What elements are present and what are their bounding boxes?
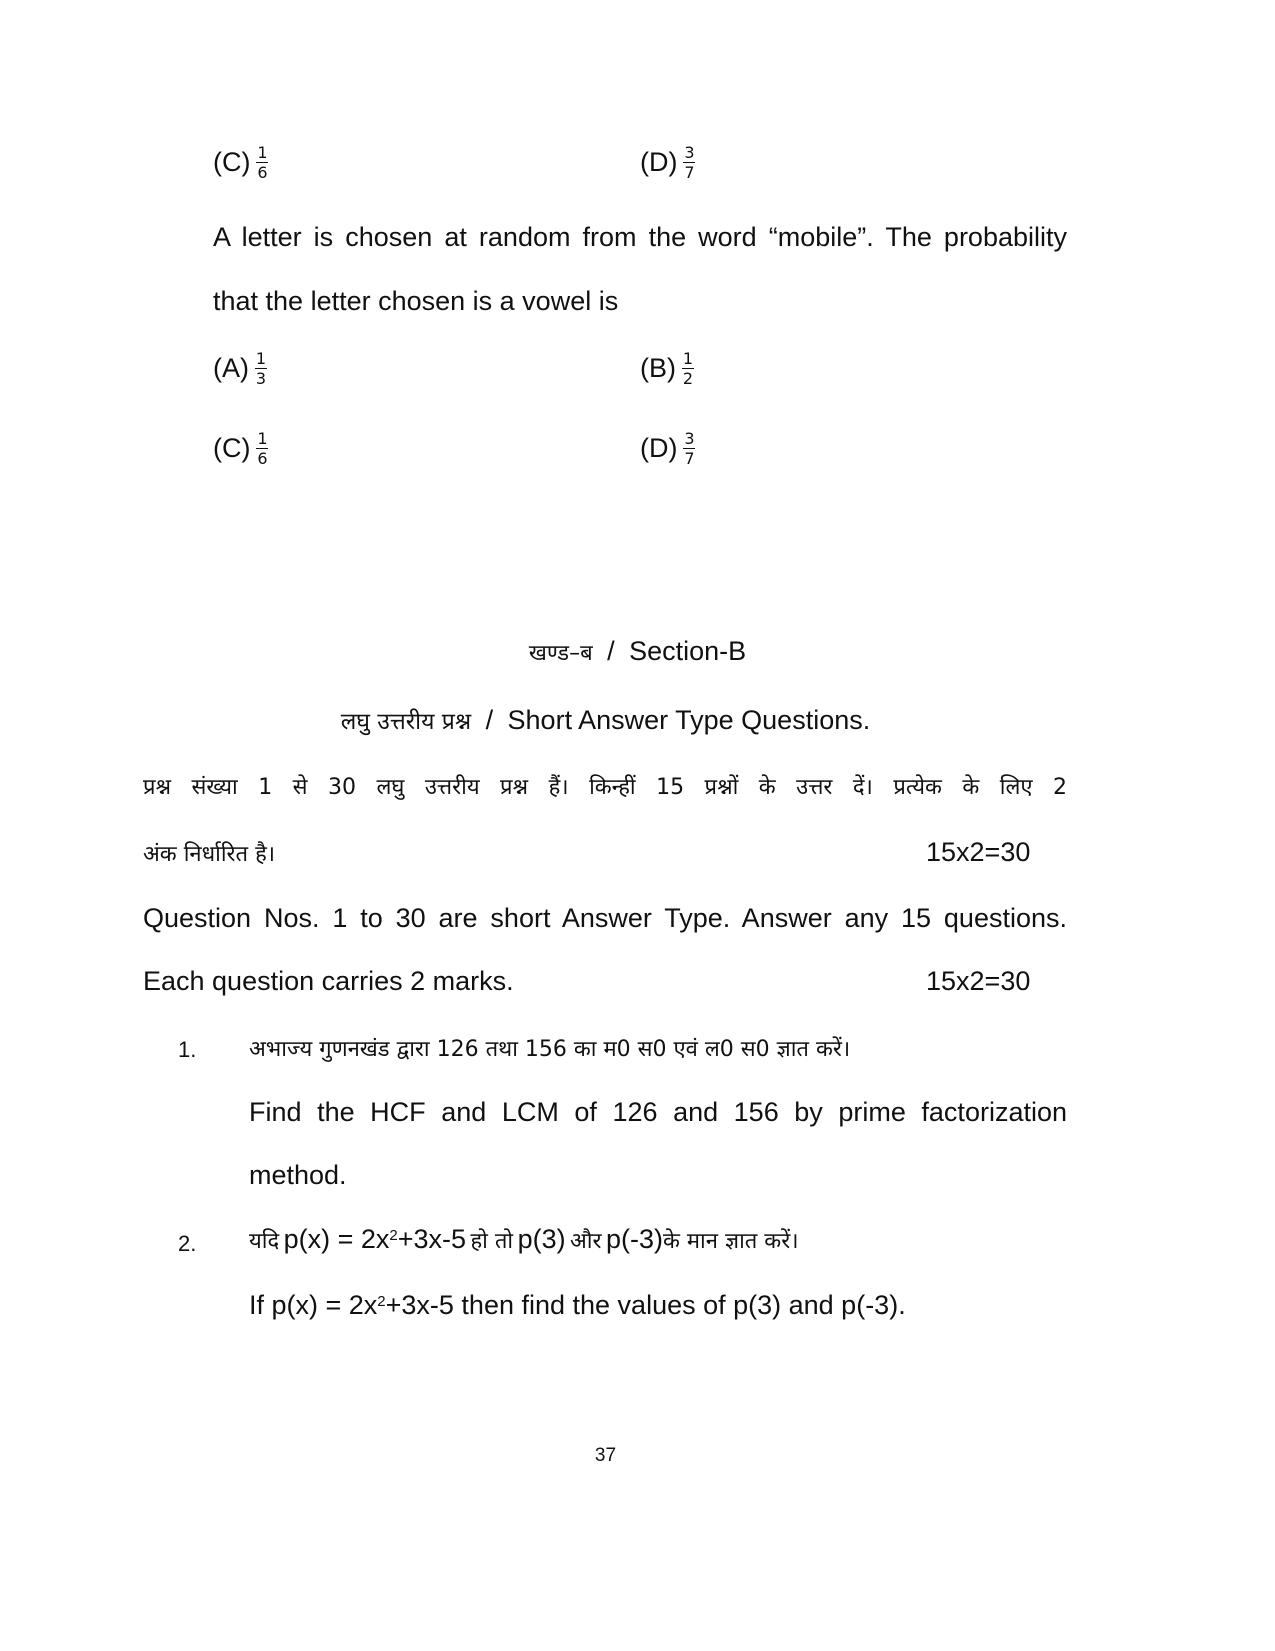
numerator: 3 (684, 429, 695, 448)
fraction (255, 350, 267, 387)
fraction (683, 144, 695, 181)
option-label: (A) (213, 353, 249, 383)
denominator: 2 (682, 369, 694, 388)
section-heading (0, 636, 1275, 667)
hindi-text: और (570, 1229, 602, 1254)
math-expression: p(-3) (606, 1224, 664, 1254)
option-label: (C) (213, 433, 251, 463)
numerator: 1 (257, 143, 268, 162)
marks-line1: 15x2=30 (926, 837, 1031, 867)
question-number: 2. (178, 1231, 197, 1256)
numerator: 1 (257, 429, 268, 448)
numerator: 1 (682, 349, 694, 368)
denominator: 7 (684, 449, 695, 468)
superscript: 2 (377, 1292, 386, 1310)
question-number: 1. (178, 1037, 197, 1062)
fraction (682, 350, 694, 387)
option-label: (B) (640, 353, 676, 383)
question-2-english (249, 1290, 906, 1321)
section-subheading (0, 704, 1211, 736)
question-mobile-line1: A letter is chosen at random from the word “mobile”. The probability (213, 222, 1067, 252)
fraction (683, 430, 695, 467)
numerator: 3 (684, 143, 695, 162)
instruction-english-line2: Each question carries 2 marks. (143, 966, 514, 996)
english-text: If p(x) = 2x (249, 1290, 378, 1320)
hindi-text: यदि (249, 1229, 280, 1254)
option-d-top (640, 144, 695, 181)
subheading-english: Short Answer Type Questions. (507, 705, 871, 735)
subheading-hindi: लघु उत्तरीय प्रश्न (340, 709, 472, 735)
option-a (213, 350, 267, 387)
math-expression: +3x-5 (397, 1224, 467, 1254)
hindi-text: के मान ज्ञात करें। (663, 1229, 799, 1254)
numerator: 1 (255, 349, 267, 368)
option-c (213, 430, 268, 467)
option-label: (C) (213, 147, 251, 177)
page-number: 37 (594, 1445, 617, 1466)
option-label: (D) (640, 147, 678, 177)
superscript: 2 (389, 1226, 398, 1244)
question-mobile-line2: that the letter chosen is a vowel is (213, 286, 619, 316)
denominator: 6 (257, 449, 268, 468)
denominator: 6 (257, 163, 268, 182)
fraction (256, 144, 268, 181)
math-expression: p(3) (517, 1224, 566, 1254)
section-title-english: Section-B (629, 636, 747, 666)
instruction-hindi-line2: अंक निर्धारित है। (143, 842, 276, 867)
fraction (256, 430, 268, 467)
instruction-english-line1: Question Nos. 1 to 30 are short Answer Type. Answer any 15 questions. (143, 903, 1067, 933)
option-d (640, 430, 695, 467)
hindi-text: हो तो (470, 1229, 514, 1254)
question-1-hindi: अभाज्य गुणनखंड द्वारा 126 तथा 156 का म0 स0 एवं ल0 स0 ज्ञात करें। (249, 1037, 851, 1062)
question-1-english-line1: Find the HCF and LCM of 126 and 156 by prime factorization (249, 1097, 1067, 1127)
option-label: (D) (640, 433, 678, 463)
denominator: 3 (255, 369, 267, 388)
question-1-english-line2: method. (249, 1160, 347, 1190)
separator: / (607, 636, 615, 666)
instruction-hindi-line1: प्रश्न संख्या 1 से 30 लघु उत्तरीय प्रश्न हैं। किन्हीं 15 प्रश्नों के उत्तर दें। प्रत्येक के लिए 2 (143, 775, 1067, 800)
option-b (640, 350, 694, 387)
question-2-hindi (249, 1224, 799, 1255)
marks-line2: 15x2=30 (926, 966, 1031, 996)
denominator: 7 (684, 163, 695, 182)
section-title-hindi: खण्ड–ब (528, 641, 593, 666)
separator: / (485, 705, 494, 735)
math-expression: p(x) = 2x (283, 1224, 390, 1254)
option-c-top (213, 144, 268, 181)
english-text: +3x-5 then find the values of p(3) and p(-3). (385, 1290, 906, 1320)
